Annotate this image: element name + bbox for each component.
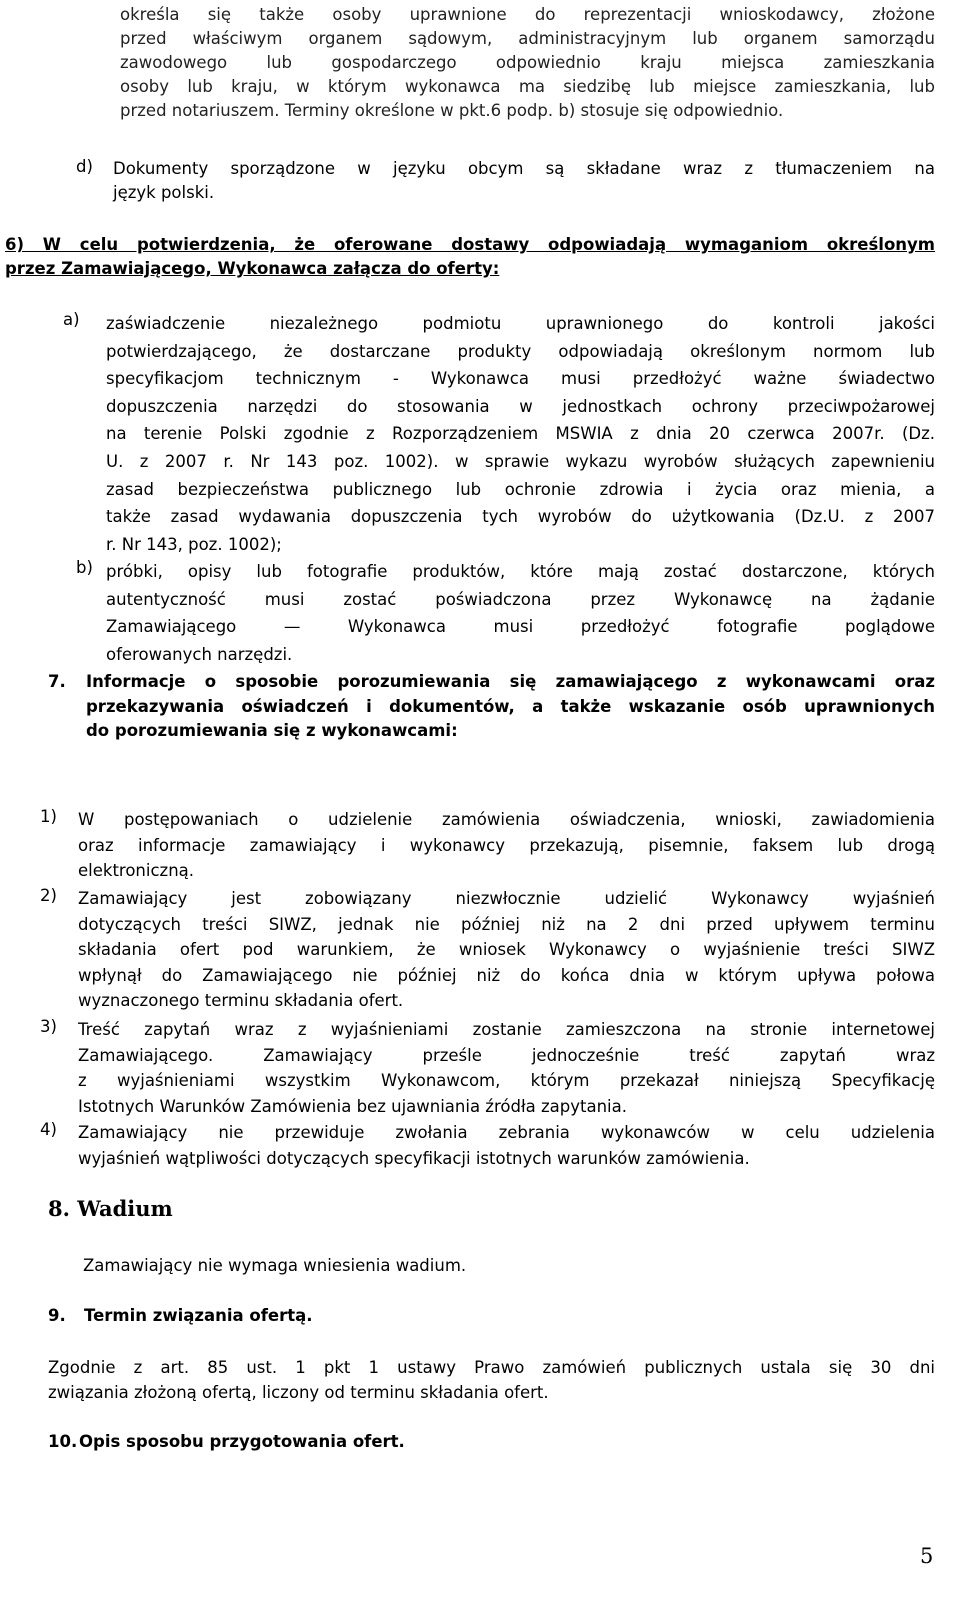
text-line: z wyjaśnieniami wszystkim Wykonawcom, którym przekazał niniejszą Specyfikację [78,1071,935,1090]
text-line: język polski. [113,183,215,202]
text-line: także zasad wydawania dopuszczenia tych wyrobów do użytkowania (Dz.U. z 2007 [106,507,935,527]
list-item [78,1120,935,1171]
list-item [78,807,935,884]
text-line: do porozumiewania się z wykonawcami: [86,721,458,740]
section-9-number: 9. [48,1306,66,1325]
item-b-text [106,558,935,668]
list-marker-b: b) [76,558,93,577]
item-d-text [113,157,935,205]
section-10-heading: Opis sposobu przygotowania ofert. [79,1432,405,1451]
text-line: Zamawiającego — Wykonawca musi przedłożyć fotografie poglądowe [106,617,935,637]
text-line: oraz informacje zamawiający i wykonawcy przekazują, pisemnie, faksem lub drogą [78,835,935,855]
text-line: wpłynął do Zamawiającego nie później niż do końca dnia w którym upływa połowa [78,965,935,985]
text-line: związania złożoną ofertą, liczony od terminu składania ofert. [48,1383,549,1402]
list-marker-2: 2) [40,886,57,905]
text-line: W postępowaniach o udzielenie zamówienia oświadczenia, wnioski, zawiadomienia [78,810,935,829]
text-line: Zamawiający nie przewiduje zwołania zebrania wykonawców w celu udzielenia [78,1123,935,1142]
text-line: składania ofert pod warunkiem, że wniosek Wykonawcy o wyjaśnienie treści SIWZ [78,940,935,959]
section-6-heading [5,233,935,281]
text-line: wyjaśnień wątpliwości dotyczących specyfikacji istotnych warunków zamówienia. [78,1148,750,1168]
list-marker-4: 4) [40,1120,57,1139]
text-line: potwierdzającego, że dostarczane produkty odpowiadają określonym normom lub [106,341,935,361]
top-paragraph [120,3,935,123]
text-line: elektroniczną. [78,861,195,880]
text-line: Treść zapytań wraz z wyjaśnieniami zostanie zamieszczona na stronie internetowej [78,1020,935,1039]
text-line: Dokumenty sporządzone w języku obcym są składane wraz z tłumaczeniem na [113,159,935,178]
text-line: dotyczących treści SIWZ, jednak nie później niż na 2 dni przed upływem terminu [78,914,935,934]
text-line: specyfikacjom technicznym - Wykonawca musi przedłożyć ważne świadectwo [106,369,935,389]
page-number: 5 [920,1544,934,1568]
section-8-text: Zamawiający nie wymaga wniesienia wadium. [83,1256,467,1275]
list-marker-a: a) [63,310,80,329]
text-line: oferowanych narzędzi. [106,644,293,664]
text-line: dopuszczenia narzędzi do stosowania w jednostkach ochrony przeciwpożarowej [106,396,935,416]
list-item [78,886,935,1014]
text-line: Zamawiający jest zobowiązany niezwłocznie udzielić Wykonawcy wyjaśnień [78,889,935,908]
text-line: r. Nr 143, poz. 1002); [106,534,282,554]
list-marker-3: 3) [40,1017,57,1036]
text-line: Informacje o sposobie porozumiewania się zamawiającego z wykonawcami oraz [86,672,935,691]
text-line: autentyczność musi zostać poświadczona przez Wykonawcę na żądanie [106,589,935,609]
text-line: przed notariuszem. Terminy określone w pkt.6 podp. b) stosuje się odpowiednio. [120,101,784,120]
text-line: Istotnych Warunków Zamówienia bez ujawniania źródła zapytania. [78,1096,627,1116]
text-line: zawodowego lub gospodarczego odpowiednio kraju miejsca zamieszkania [120,53,935,72]
text-line: wyznaczonego terminu składania ofert. [78,991,404,1010]
section-7-number: 7. [48,672,66,691]
text-line: zasad bezpieczeństwa publicznego lub ochronie zdrowia i życia oraz mienia, a [106,479,935,499]
list-marker-d: d) [76,157,93,176]
text-line: zaświadczenie niezależnego podmiotu uprawnionego do kontroli jakości [106,314,935,333]
text-line: osoby lub kraju, w którym wykonawca ma siedzibę lub miejsce zamieszkania, lub [120,77,935,96]
text-line: Zgodnie z art. 85 ust. 1 pkt 1 ustawy Prawo zamówień publicznych ustala się 30 dni [48,1358,935,1377]
text-line: przekazywania oświadczeń i dokumentów, a także wskazanie osób uprawnionych [86,696,935,716]
text-line: Zamawiającego. Zamawiający prześle jednocześnie treść zapytań wraz [78,1045,935,1065]
section-10-number: 10. [48,1432,78,1451]
section-9-heading: Termin związania ofertą. [84,1306,313,1325]
section-8-heading: 8. Wadium [48,1196,173,1221]
item-a-text [106,310,935,558]
text-line: U. z 2007 r. Nr 143 poz. 1002). w sprawie wykazu wyrobów służących zapewnieniu [106,451,935,471]
text-line: 6) W celu potwierdzenia, że oferowane dostawy odpowiadają wymaganiom określonym [5,235,935,254]
text-line: określa się także osoby uprawnione do reprezentacji wnioskodawcy, złożone [120,5,935,24]
list-marker-1: 1) [40,807,57,826]
text-line: próbki, opisy lub fotografie produktów, które mają zostać dostarczone, których [106,562,935,581]
text-line: przez Zamawiającego, Wykonawca załącza do oferty: [5,259,500,278]
list-item [78,1017,935,1119]
section-9-text [48,1355,935,1405]
text-line: przed właściwym organem sądowym, administracyjnym lub organem samorządu [120,29,935,48]
text-line: na terenie Polski zgodnie z Rozporządzeniem MSWIA z dnia 20 czerwca 2007r. (Dz. [106,424,935,444]
section-7-heading [86,670,935,744]
